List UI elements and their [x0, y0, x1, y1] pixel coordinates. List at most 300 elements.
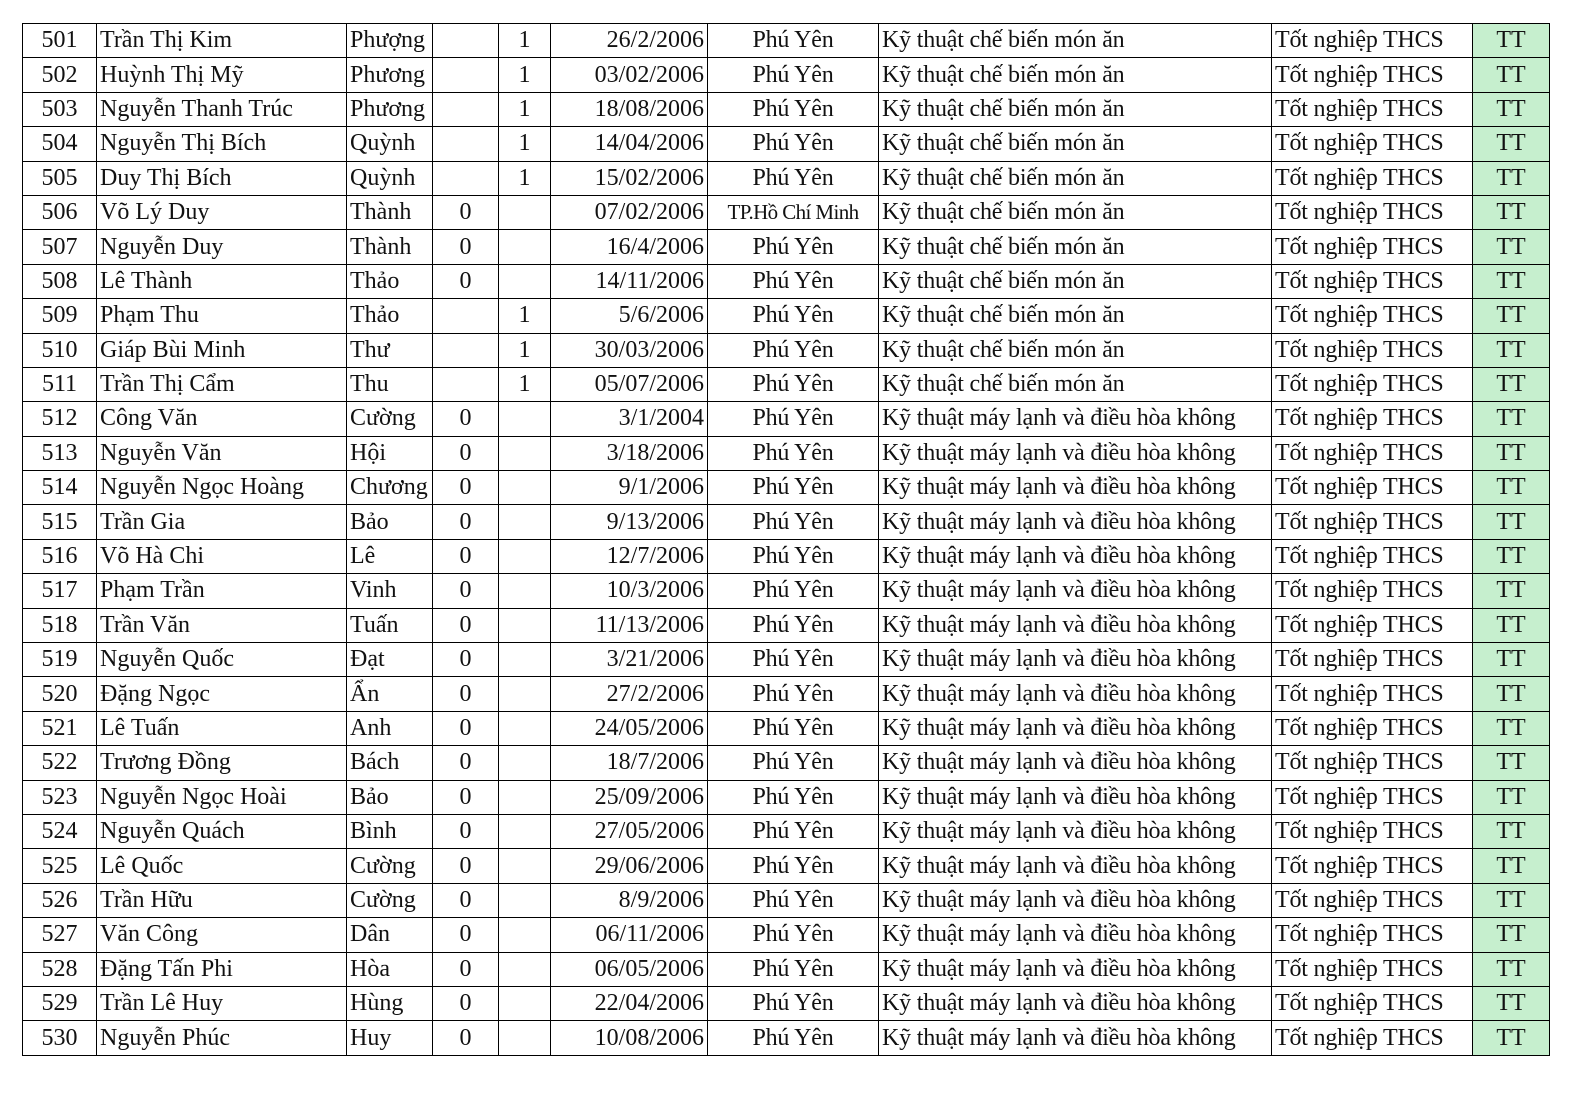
male-cell: 0: [433, 677, 499, 711]
male-cell: 0: [433, 436, 499, 470]
surname-cell: Nguyễn Thanh Trúc: [97, 92, 347, 126]
given-name-cell: Bảo: [347, 505, 433, 539]
row-number-cell: 515: [23, 505, 97, 539]
surname-cell: Văn Công: [97, 918, 347, 952]
major-cell: Kỹ thuật máy lạnh và điều hòa không: [879, 986, 1272, 1020]
given-name-cell: Bách: [347, 746, 433, 780]
major-cell: Kỹ thuật chế biến món ăn: [879, 333, 1272, 367]
female-cell: [499, 883, 551, 917]
male-cell: 0: [433, 539, 499, 573]
table-row: [23, 333, 1550, 367]
surname-cell: Phạm Trần: [97, 574, 347, 608]
table-row: [23, 952, 1550, 986]
surname-cell: Trần Thị Kim: [97, 24, 347, 58]
birth-date-cell: 9/1/2006: [551, 471, 708, 505]
row-number-cell: 510: [23, 333, 97, 367]
result-cell: TT: [1473, 849, 1550, 883]
education-level-cell: Tốt nghiệp THCS: [1272, 539, 1473, 573]
given-name-cell: Hòa: [347, 952, 433, 986]
education-level-cell: Tốt nghiệp THCS: [1272, 711, 1473, 745]
birth-place-cell: Phú Yên: [708, 814, 879, 848]
surname-cell: Trần Thị Cẩm: [97, 367, 347, 401]
row-number-cell: 522: [23, 746, 97, 780]
result-cell: TT: [1473, 264, 1550, 298]
major-cell: Kỹ thuật máy lạnh và điều hòa không: [879, 814, 1272, 848]
male-cell: 0: [433, 883, 499, 917]
major-cell: Kỹ thuật máy lạnh và điều hòa không: [879, 643, 1272, 677]
major-cell: Kỹ thuật chế biến món ăn: [879, 127, 1272, 161]
female-cell: [499, 1021, 551, 1055]
female-cell: [499, 264, 551, 298]
table-row: [23, 436, 1550, 470]
row-number-cell: 529: [23, 986, 97, 1020]
table-row: [23, 58, 1550, 92]
table-row: [23, 986, 1550, 1020]
table-row: [23, 161, 1550, 195]
birth-place-cell: Phú Yên: [708, 505, 879, 539]
row-number-cell: 519: [23, 643, 97, 677]
female-cell: 1: [499, 24, 551, 58]
row-number-cell: 523: [23, 780, 97, 814]
male-cell: [433, 92, 499, 126]
given-name-cell: Đạt: [347, 643, 433, 677]
table-row: [23, 677, 1550, 711]
result-cell: TT: [1473, 608, 1550, 642]
surname-cell: Nguyễn Quốc: [97, 643, 347, 677]
female-cell: 1: [499, 333, 551, 367]
birth-date-cell: 3/18/2006: [551, 436, 708, 470]
male-cell: 0: [433, 711, 499, 745]
male-cell: 0: [433, 643, 499, 677]
surname-cell: Trần Gia: [97, 505, 347, 539]
birth-date-cell: 25/09/2006: [551, 780, 708, 814]
table-row: [23, 402, 1550, 436]
male-cell: 0: [433, 780, 499, 814]
major-cell: Kỹ thuật máy lạnh và điều hòa không: [879, 883, 1272, 917]
male-cell: 0: [433, 195, 499, 229]
result-cell: TT: [1473, 918, 1550, 952]
birth-place-cell: Phú Yên: [708, 230, 879, 264]
table-row: [23, 814, 1550, 848]
surname-cell: Trần Văn: [97, 608, 347, 642]
row-number-cell: 524: [23, 814, 97, 848]
female-cell: [499, 952, 551, 986]
given-name-cell: Thành: [347, 195, 433, 229]
female-cell: [499, 780, 551, 814]
major-cell: Kỹ thuật chế biến món ăn: [879, 264, 1272, 298]
birth-date-cell: 14/04/2006: [551, 127, 708, 161]
row-number-cell: 504: [23, 127, 97, 161]
birth-date-cell: 24/05/2006: [551, 711, 708, 745]
surname-cell: Công Văn: [97, 402, 347, 436]
male-cell: [433, 24, 499, 58]
row-number-cell: 509: [23, 299, 97, 333]
result-cell: TT: [1473, 402, 1550, 436]
surname-cell: Võ Hà Chi: [97, 539, 347, 573]
female-cell: 1: [499, 58, 551, 92]
education-level-cell: Tốt nghiệp THCS: [1272, 986, 1473, 1020]
education-level-cell: Tốt nghiệp THCS: [1272, 643, 1473, 677]
education-level-cell: Tốt nghiệp THCS: [1272, 436, 1473, 470]
given-name-cell: Thảo: [347, 264, 433, 298]
education-level-cell: Tốt nghiệp THCS: [1272, 92, 1473, 126]
major-cell: Kỹ thuật máy lạnh và điều hòa không: [879, 505, 1272, 539]
given-name-cell: Quỳnh: [347, 161, 433, 195]
birth-place-cell: Phú Yên: [708, 643, 879, 677]
education-level-cell: Tốt nghiệp THCS: [1272, 505, 1473, 539]
surname-cell: Nguyễn Văn: [97, 436, 347, 470]
male-cell: 0: [433, 986, 499, 1020]
birth-date-cell: 06/11/2006: [551, 918, 708, 952]
education-level-cell: Tốt nghiệp THCS: [1272, 299, 1473, 333]
row-number-cell: 513: [23, 436, 97, 470]
row-number-cell: 521: [23, 711, 97, 745]
result-cell: TT: [1473, 643, 1550, 677]
birth-date-cell: 06/05/2006: [551, 952, 708, 986]
surname-cell: Lê Quốc: [97, 849, 347, 883]
table-row: [23, 849, 1550, 883]
row-number-cell: 507: [23, 230, 97, 264]
education-level-cell: Tốt nghiệp THCS: [1272, 883, 1473, 917]
birth-place-cell: Phú Yên: [708, 711, 879, 745]
table-row: [23, 574, 1550, 608]
male-cell: [433, 58, 499, 92]
education-level-cell: Tốt nghiệp THCS: [1272, 230, 1473, 264]
female-cell: 1: [499, 127, 551, 161]
table-body: [23, 24, 1550, 1056]
female-cell: 1: [499, 92, 551, 126]
female-cell: [499, 195, 551, 229]
row-number-cell: 518: [23, 608, 97, 642]
birth-date-cell: 8/9/2006: [551, 883, 708, 917]
major-cell: Kỹ thuật máy lạnh và điều hòa không: [879, 952, 1272, 986]
result-cell: TT: [1473, 161, 1550, 195]
surname-cell: Huỳnh Thị Mỹ: [97, 58, 347, 92]
surname-cell: Lê Tuấn: [97, 711, 347, 745]
birth-place-cell: Phú Yên: [708, 24, 879, 58]
birth-date-cell: 07/02/2006: [551, 195, 708, 229]
education-level-cell: Tốt nghiệp THCS: [1272, 195, 1473, 229]
result-cell: TT: [1473, 677, 1550, 711]
major-cell: Kỹ thuật chế biến món ăn: [879, 195, 1272, 229]
education-level-cell: Tốt nghiệp THCS: [1272, 161, 1473, 195]
male-cell: 0: [433, 918, 499, 952]
major-cell: Kỹ thuật máy lạnh và điều hòa không: [879, 471, 1272, 505]
female-cell: [499, 746, 551, 780]
major-cell: Kỹ thuật máy lạnh và điều hòa không: [879, 574, 1272, 608]
birth-place-cell: Phú Yên: [708, 539, 879, 573]
result-cell: TT: [1473, 1021, 1550, 1055]
education-level-cell: Tốt nghiệp THCS: [1272, 952, 1473, 986]
birth-place-cell: Phú Yên: [708, 952, 879, 986]
row-number-cell: 511: [23, 367, 97, 401]
result-cell: TT: [1473, 127, 1550, 161]
education-level-cell: Tốt nghiệp THCS: [1272, 608, 1473, 642]
major-cell: Kỹ thuật chế biến món ăn: [879, 367, 1272, 401]
table-row: [23, 92, 1550, 126]
surname-cell: Võ Lý Duy: [97, 195, 347, 229]
row-number-cell: 528: [23, 952, 97, 986]
result-cell: TT: [1473, 471, 1550, 505]
given-name-cell: Hội: [347, 436, 433, 470]
birth-date-cell: 29/06/2006: [551, 849, 708, 883]
birth-place-cell: Phú Yên: [708, 849, 879, 883]
birth-place-cell: Phú Yên: [708, 677, 879, 711]
birth-date-cell: 5/6/2006: [551, 299, 708, 333]
given-name-cell: Anh: [347, 711, 433, 745]
major-cell: Kỹ thuật máy lạnh và điều hòa không: [879, 849, 1272, 883]
result-cell: TT: [1473, 574, 1550, 608]
result-cell: TT: [1473, 92, 1550, 126]
surname-cell: Trần Hữu: [97, 883, 347, 917]
female-cell: [499, 574, 551, 608]
female-cell: [499, 608, 551, 642]
education-level-cell: Tốt nghiệp THCS: [1272, 918, 1473, 952]
male-cell: 0: [433, 849, 499, 883]
table-row: [23, 264, 1550, 298]
birth-date-cell: 30/03/2006: [551, 333, 708, 367]
result-cell: TT: [1473, 986, 1550, 1020]
given-name-cell: Chương: [347, 471, 433, 505]
result-cell: TT: [1473, 24, 1550, 58]
result-cell: TT: [1473, 883, 1550, 917]
result-cell: TT: [1473, 711, 1550, 745]
row-number-cell: 514: [23, 471, 97, 505]
birth-place-cell: Phú Yên: [708, 574, 879, 608]
given-name-cell: Lê: [347, 539, 433, 573]
female-cell: [499, 436, 551, 470]
female-cell: [499, 918, 551, 952]
birth-place-cell: Phú Yên: [708, 1021, 879, 1055]
row-number-cell: 512: [23, 402, 97, 436]
row-number-cell: 525: [23, 849, 97, 883]
male-cell: 0: [433, 574, 499, 608]
male-cell: 0: [433, 264, 499, 298]
row-number-cell: 530: [23, 1021, 97, 1055]
birth-place-cell: Phú Yên: [708, 161, 879, 195]
birth-date-cell: 22/04/2006: [551, 986, 708, 1020]
row-number-cell: 501: [23, 24, 97, 58]
education-level-cell: Tốt nghiệp THCS: [1272, 402, 1473, 436]
surname-cell: Giáp Bùi Minh: [97, 333, 347, 367]
table-row: [23, 230, 1550, 264]
surname-cell: Duy Thị Bích: [97, 161, 347, 195]
table-row: [23, 780, 1550, 814]
given-name-cell: Bình: [347, 814, 433, 848]
female-cell: [499, 849, 551, 883]
male-cell: 0: [433, 608, 499, 642]
birth-date-cell: 3/21/2006: [551, 643, 708, 677]
result-cell: TT: [1473, 505, 1550, 539]
table-row: [23, 127, 1550, 161]
given-name-cell: Bảo: [347, 780, 433, 814]
female-cell: [499, 986, 551, 1020]
given-name-cell: Quỳnh: [347, 127, 433, 161]
surname-cell: Trần Lê Huy: [97, 986, 347, 1020]
surname-cell: Nguyễn Ngọc Hoài: [97, 780, 347, 814]
male-cell: 0: [433, 505, 499, 539]
given-name-cell: Thành: [347, 230, 433, 264]
birth-date-cell: 15/02/2006: [551, 161, 708, 195]
education-level-cell: Tốt nghiệp THCS: [1272, 264, 1473, 298]
major-cell: Kỹ thuật chế biến món ăn: [879, 92, 1272, 126]
birth-date-cell: 03/02/2006: [551, 58, 708, 92]
female-cell: [499, 711, 551, 745]
given-name-cell: Thư: [347, 333, 433, 367]
given-name-cell: Tuấn: [347, 608, 433, 642]
row-number-cell: 503: [23, 92, 97, 126]
birth-date-cell: 27/05/2006: [551, 814, 708, 848]
major-cell: Kỹ thuật máy lạnh và điều hòa không: [879, 746, 1272, 780]
birth-place-cell: Phú Yên: [708, 986, 879, 1020]
birth-place-cell: TP.Hồ Chí Minh: [708, 195, 879, 229]
education-level-cell: Tốt nghiệp THCS: [1272, 574, 1473, 608]
birth-place-cell: Phú Yên: [708, 127, 879, 161]
result-cell: TT: [1473, 539, 1550, 573]
birth-place-cell: Phú Yên: [708, 299, 879, 333]
result-cell: TT: [1473, 195, 1550, 229]
given-name-cell: Phượng: [347, 24, 433, 58]
row-number-cell: 506: [23, 195, 97, 229]
birth-date-cell: 10/3/2006: [551, 574, 708, 608]
major-cell: Kỹ thuật chế biến món ăn: [879, 24, 1272, 58]
surname-cell: Nguyễn Duy: [97, 230, 347, 264]
result-cell: TT: [1473, 58, 1550, 92]
surname-cell: Nguyễn Thị Bích: [97, 127, 347, 161]
surname-cell: Nguyễn Quách: [97, 814, 347, 848]
birth-place-cell: Phú Yên: [708, 883, 879, 917]
surname-cell: Trương Đồng: [97, 746, 347, 780]
surname-cell: Nguyễn Ngọc Hoàng: [97, 471, 347, 505]
table-row: [23, 711, 1550, 745]
male-cell: 0: [433, 814, 499, 848]
male-cell: 0: [433, 471, 499, 505]
table-row: [23, 883, 1550, 917]
birth-date-cell: 05/07/2006: [551, 367, 708, 401]
given-name-cell: Thảo: [347, 299, 433, 333]
birth-date-cell: 10/08/2006: [551, 1021, 708, 1055]
female-cell: [499, 814, 551, 848]
given-name-cell: Phương: [347, 92, 433, 126]
row-number-cell: 516: [23, 539, 97, 573]
row-number-cell: 502: [23, 58, 97, 92]
male-cell: 0: [433, 746, 499, 780]
education-level-cell: Tốt nghiệp THCS: [1272, 24, 1473, 58]
male-cell: 0: [433, 230, 499, 264]
female-cell: [499, 230, 551, 264]
education-level-cell: Tốt nghiệp THCS: [1272, 849, 1473, 883]
birth-place-cell: Phú Yên: [708, 367, 879, 401]
table-row: [23, 643, 1550, 677]
birth-place-cell: Phú Yên: [708, 608, 879, 642]
male-cell: [433, 161, 499, 195]
education-level-cell: Tốt nghiệp THCS: [1272, 780, 1473, 814]
birth-date-cell: 12/7/2006: [551, 539, 708, 573]
surname-cell: Lê Thành: [97, 264, 347, 298]
given-name-cell: Phương: [347, 58, 433, 92]
given-name-cell: Cường: [347, 883, 433, 917]
major-cell: Kỹ thuật máy lạnh và điều hòa không: [879, 539, 1272, 573]
female-cell: [499, 539, 551, 573]
student-list-table: [22, 23, 1550, 1056]
major-cell: Kỹ thuật chế biến món ăn: [879, 58, 1272, 92]
result-cell: TT: [1473, 814, 1550, 848]
birth-place-cell: Phú Yên: [708, 471, 879, 505]
male-cell: [433, 367, 499, 401]
female-cell: 1: [499, 299, 551, 333]
education-level-cell: Tốt nghiệp THCS: [1272, 814, 1473, 848]
male-cell: [433, 299, 499, 333]
row-number-cell: 517: [23, 574, 97, 608]
female-cell: 1: [499, 367, 551, 401]
table-row: [23, 24, 1550, 58]
row-number-cell: 527: [23, 918, 97, 952]
major-cell: Kỹ thuật máy lạnh và điều hòa không: [879, 608, 1272, 642]
table-row: [23, 1021, 1550, 1055]
female-cell: [499, 402, 551, 436]
birth-date-cell: 18/7/2006: [551, 746, 708, 780]
table-row: [23, 367, 1550, 401]
birth-place-cell: Phú Yên: [708, 264, 879, 298]
given-name-cell: Hùng: [347, 986, 433, 1020]
major-cell: Kỹ thuật máy lạnh và điều hòa không: [879, 711, 1272, 745]
row-number-cell: 520: [23, 677, 97, 711]
major-cell: Kỹ thuật máy lạnh và điều hòa không: [879, 780, 1272, 814]
birth-date-cell: 18/08/2006: [551, 92, 708, 126]
male-cell: 0: [433, 1021, 499, 1055]
birth-place-cell: Phú Yên: [708, 92, 879, 126]
male-cell: [433, 333, 499, 367]
education-level-cell: Tốt nghiệp THCS: [1272, 127, 1473, 161]
row-number-cell: 505: [23, 161, 97, 195]
education-level-cell: Tốt nghiệp THCS: [1272, 367, 1473, 401]
surname-cell: Đặng Tấn Phi: [97, 952, 347, 986]
table-row: [23, 918, 1550, 952]
male-cell: [433, 127, 499, 161]
education-level-cell: Tốt nghiệp THCS: [1272, 1021, 1473, 1055]
birth-place-cell: Phú Yên: [708, 746, 879, 780]
given-name-cell: Huy: [347, 1021, 433, 1055]
birth-date-cell: 9/13/2006: [551, 505, 708, 539]
major-cell: Kỹ thuật máy lạnh và điều hòa không: [879, 436, 1272, 470]
major-cell: Kỹ thuật máy lạnh và điều hòa không: [879, 677, 1272, 711]
birth-date-cell: 27/2/2006: [551, 677, 708, 711]
birth-place-cell: Phú Yên: [708, 436, 879, 470]
birth-place-cell: Phú Yên: [708, 402, 879, 436]
birth-place-cell: Phú Yên: [708, 58, 879, 92]
result-cell: TT: [1473, 299, 1550, 333]
table-row: [23, 608, 1550, 642]
birth-place-cell: Phú Yên: [708, 333, 879, 367]
result-cell: TT: [1473, 952, 1550, 986]
birth-date-cell: 14/11/2006: [551, 264, 708, 298]
table-row: [23, 505, 1550, 539]
birth-date-cell: 11/13/2006: [551, 608, 708, 642]
female-cell: [499, 471, 551, 505]
given-name-cell: Dân: [347, 918, 433, 952]
result-cell: TT: [1473, 436, 1550, 470]
birth-date-cell: 16/4/2006: [551, 230, 708, 264]
major-cell: Kỹ thuật chế biến món ăn: [879, 230, 1272, 264]
female-cell: [499, 505, 551, 539]
education-level-cell: Tốt nghiệp THCS: [1272, 471, 1473, 505]
birth-date-cell: 26/2/2006: [551, 24, 708, 58]
education-level-cell: Tốt nghiệp THCS: [1272, 746, 1473, 780]
given-name-cell: Vinh: [347, 574, 433, 608]
birth-place-cell: Phú Yên: [708, 918, 879, 952]
birth-place-cell: Phú Yên: [708, 780, 879, 814]
given-name-cell: Cường: [347, 402, 433, 436]
